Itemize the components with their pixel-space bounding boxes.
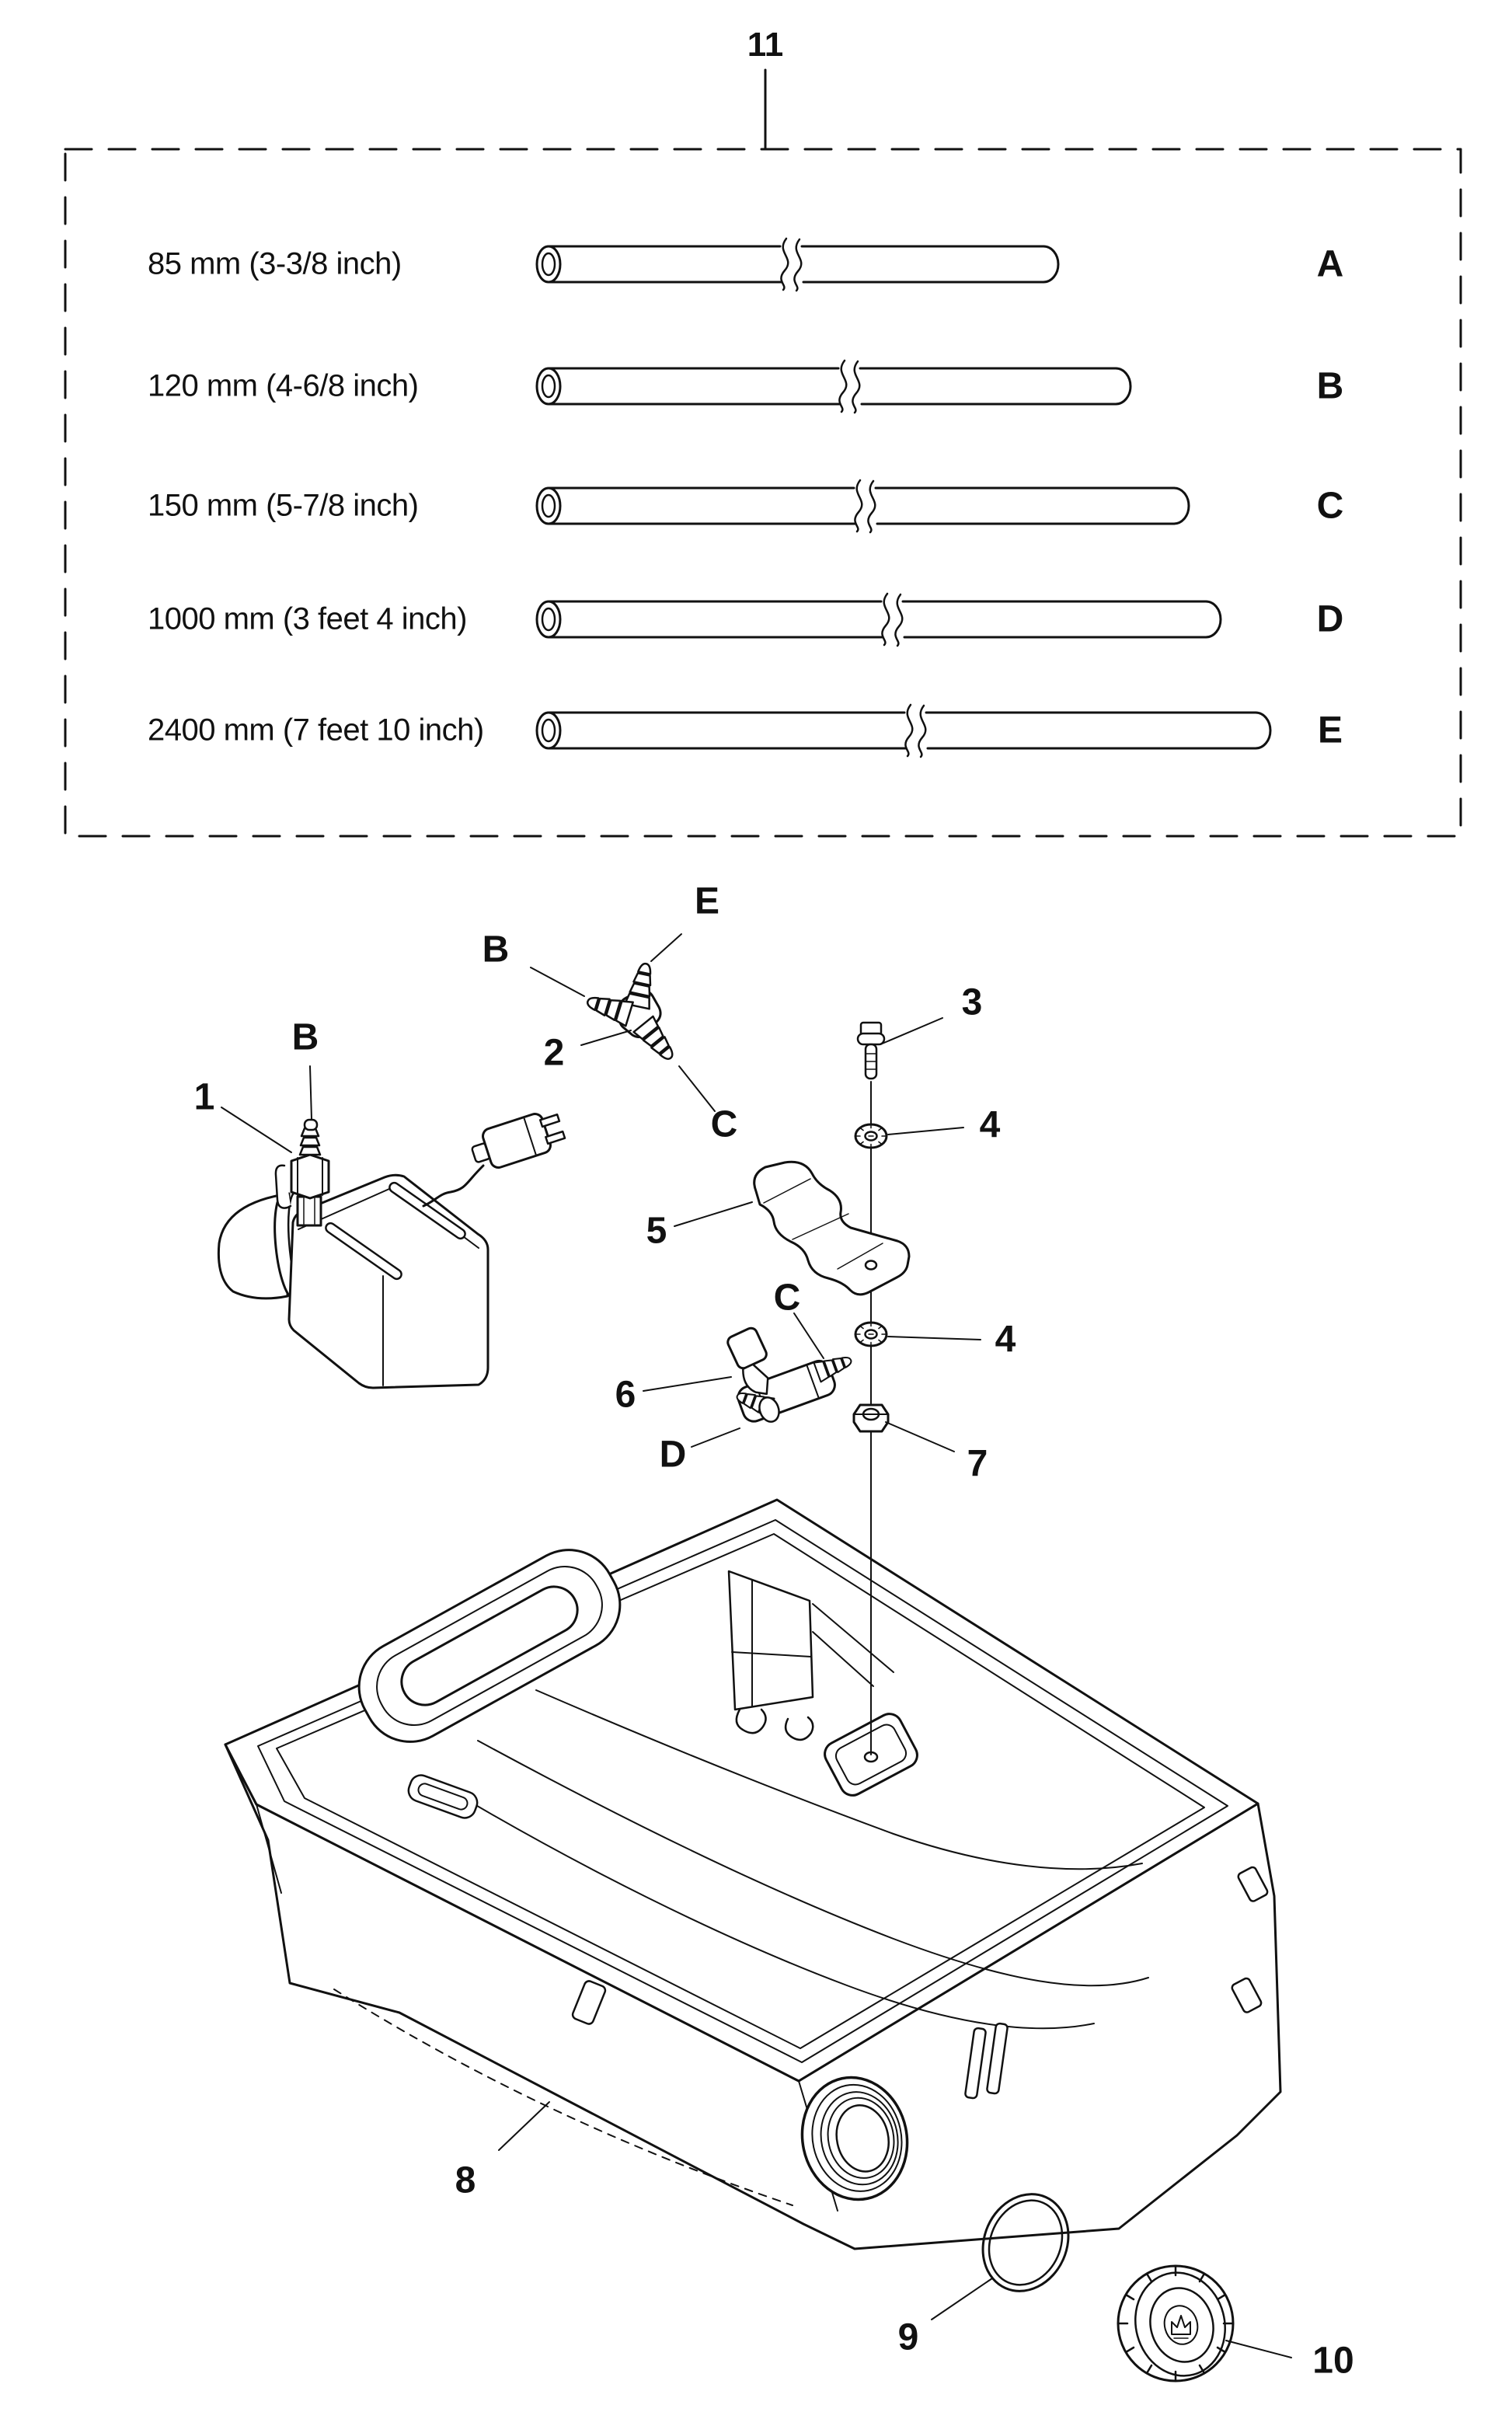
callout-2-y-connector: 2	[543, 1032, 565, 1074]
y-connector-drawing	[584, 961, 681, 1066]
hose-b-drawing	[537, 361, 1131, 413]
callout-10-cap: 10	[1312, 2340, 1354, 2382]
hose-c-letter: C	[1316, 485, 1344, 527]
callout-5-bracket: 5	[646, 1210, 667, 1252]
hose-e-length-label: 2400 mm (7 feet 10 inch)	[148, 713, 484, 748]
callout-1-pump: 1	[193, 1076, 215, 1118]
hose-b-length-label: 120 mm (4-6/8 inch)	[148, 368, 419, 403]
tank-drawing	[225, 1500, 1280, 2249]
hose-a-drawing	[537, 239, 1058, 291]
hose-ref-b-connector: B	[482, 929, 510, 971]
hose-c-drawing	[537, 480, 1189, 532]
hose-ref-c-valve: C	[773, 1277, 801, 1319]
washer-lower-drawing	[855, 1323, 887, 1346]
pump-drawing	[218, 1107, 567, 1388]
hose-ref-b-pump: B	[291, 1016, 319, 1058]
callout-7-nut: 7	[967, 1443, 988, 1485]
nut-drawing	[854, 1405, 888, 1431]
callout-4-washer-lower: 4	[995, 1319, 1016, 1361]
callout-6-valve: 6	[615, 1374, 636, 1416]
hose-ref-c-connector: C	[710, 1103, 738, 1145]
valve-drawing	[726, 1326, 855, 1425]
hose-ref-e-connector: E	[694, 880, 720, 922]
power-plug	[468, 1107, 567, 1174]
screw-drawing	[858, 1023, 884, 1079]
callout-3-screw: 3	[961, 981, 983, 1023]
cap-drawing	[1118, 2263, 1236, 2386]
hose-b-letter: B	[1316, 365, 1344, 407]
hose-a-letter: A	[1316, 243, 1344, 285]
callout-8-tank: 8	[455, 2159, 476, 2201]
hose-c-length-label: 150 mm (5-7/8 inch)	[148, 488, 419, 523]
callout-4-washer-upper: 4	[979, 1104, 1001, 1146]
hose-ref-d-valve: D	[659, 1434, 687, 1476]
kit-box-number-label: 11	[747, 26, 784, 64]
hose-d-length-label: 1000 mm (3 feet 4 inch)	[148, 601, 467, 636]
hose-e-drawing	[537, 705, 1270, 757]
hose-d-letter: D	[1316, 598, 1344, 640]
hose-e-letter: E	[1317, 709, 1343, 751]
callout-9-o-ring: 9	[897, 2316, 919, 2358]
clamp-bracket-drawing	[754, 1162, 909, 1295]
hose-a-length-label: 85 mm (3-3/8 inch)	[148, 246, 402, 281]
washer-upper-drawing	[855, 1124, 887, 1148]
hose-d-drawing	[537, 594, 1221, 646]
